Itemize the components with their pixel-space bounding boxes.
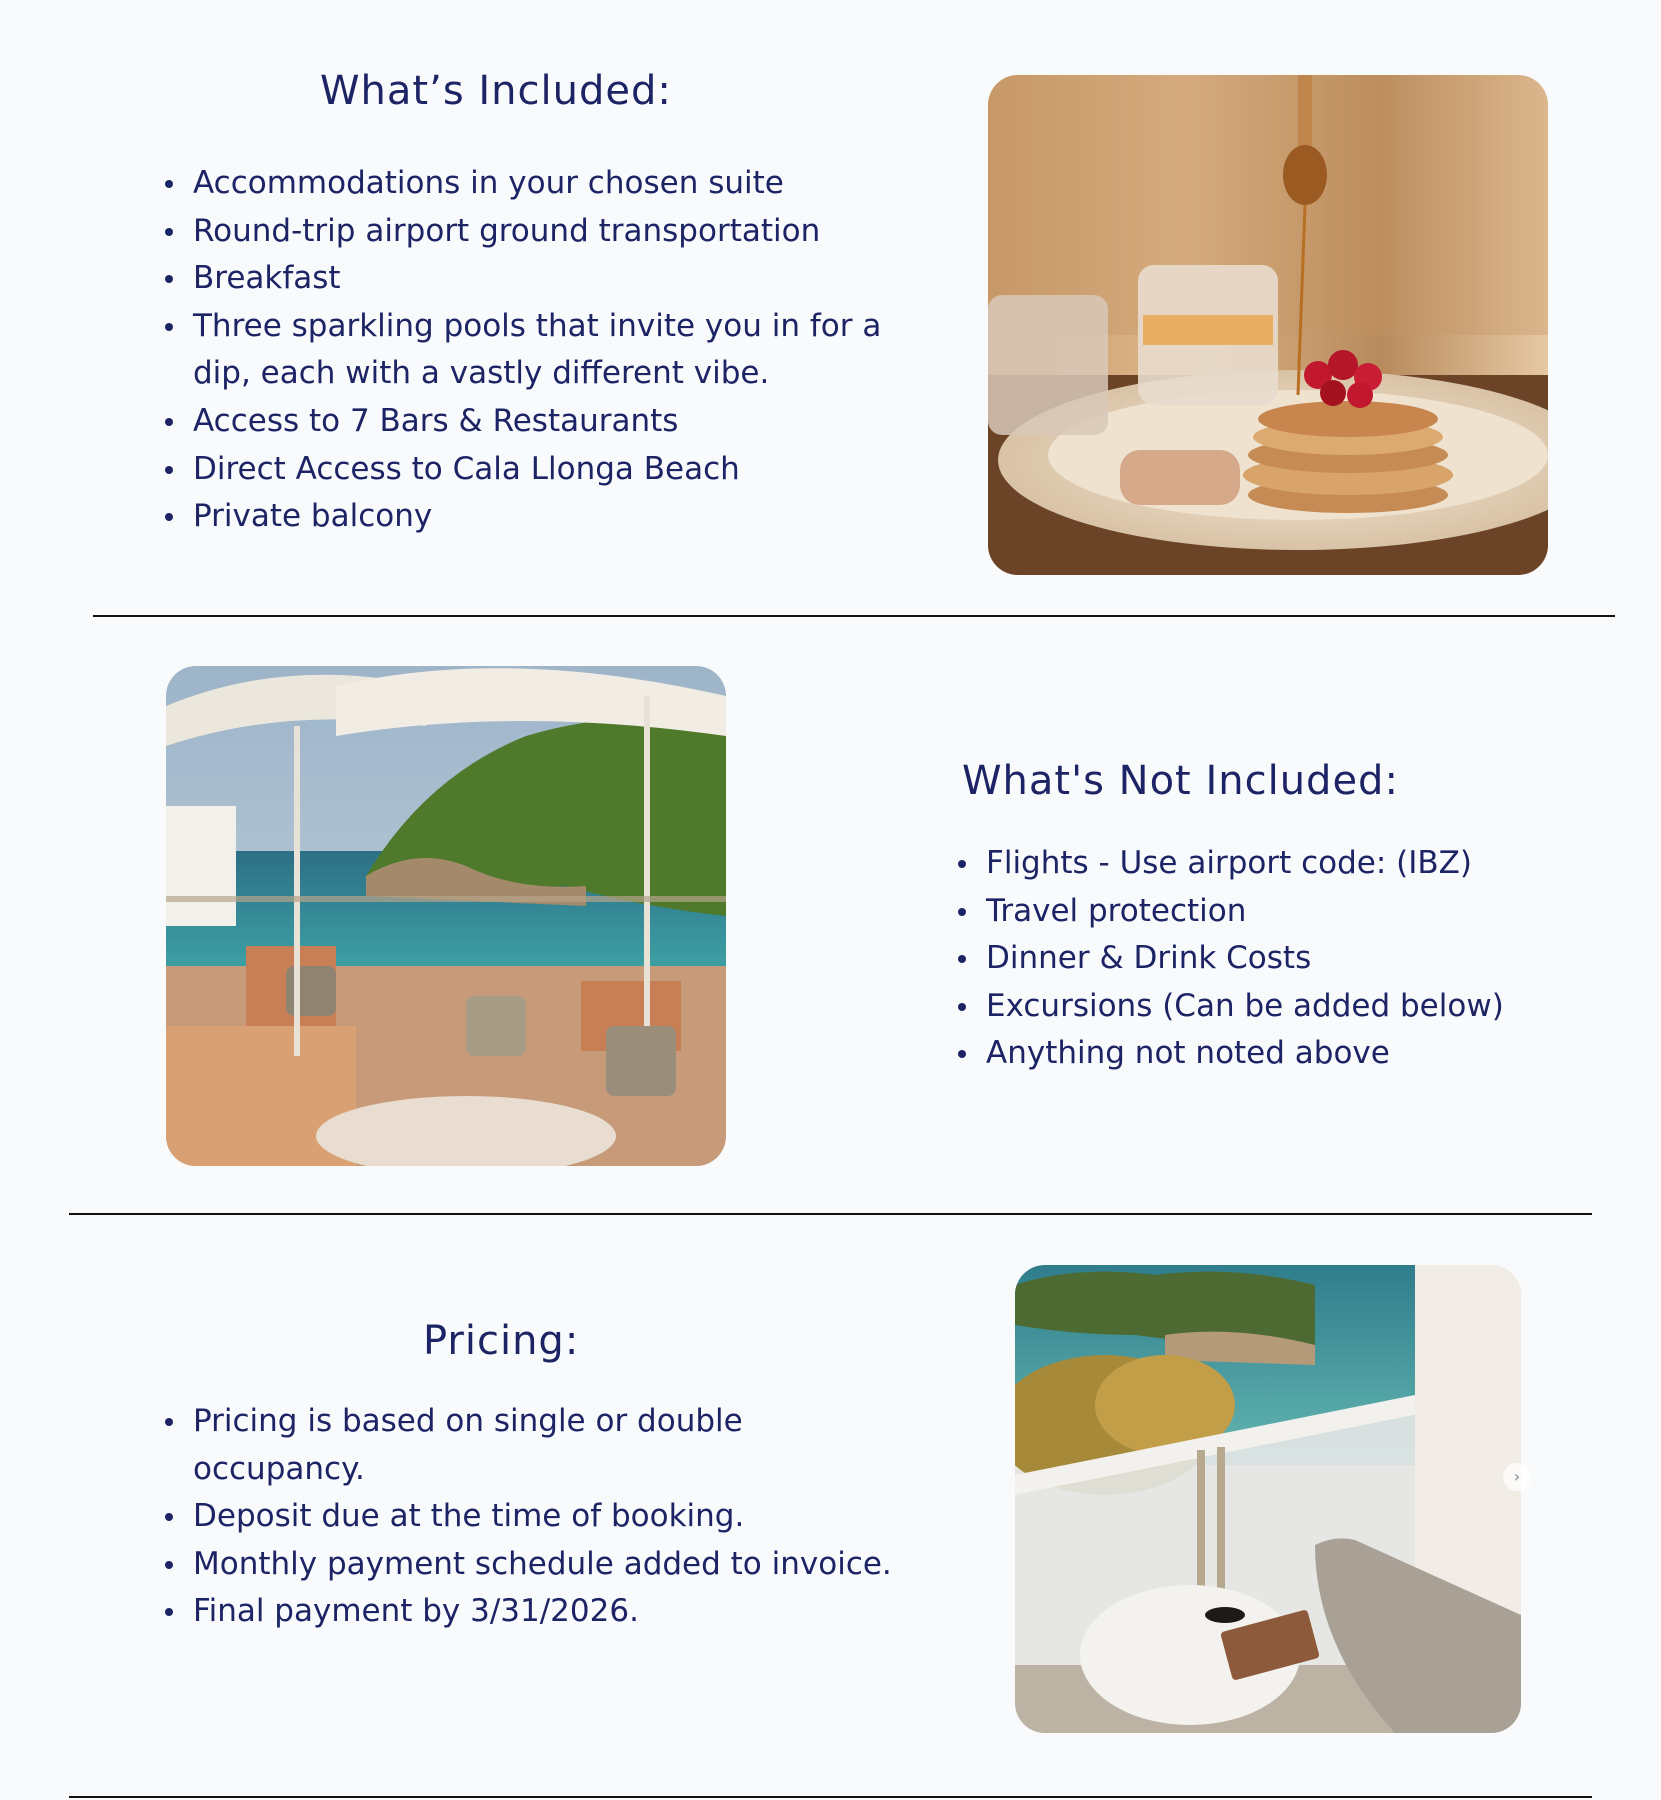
section-divider: [69, 1213, 1592, 1215]
pricing-list: [163, 1398, 933, 1636]
carousel-next-icon[interactable]: ›: [1503, 1463, 1531, 1491]
terrace-restaurant-photo: [166, 666, 726, 1166]
pancakes-photo: [988, 75, 1548, 575]
list-item: Excursions (Can be added below): [986, 983, 1626, 1031]
list-item: Breakfast: [193, 255, 933, 303]
not-included-list: [956, 840, 1626, 1078]
pricing-heading: Pricing:: [423, 1318, 580, 1364]
not-included-heading: What's Not Included:: [962, 758, 1399, 804]
section-divider: [93, 615, 1615, 617]
list-item: Monthly payment schedule added to invoice.: [193, 1541, 933, 1589]
list-item: Accommodations in your chosen suite: [193, 160, 933, 208]
list-item: Flights - Use airport code: (IBZ): [986, 840, 1626, 888]
list-item: Anything not noted above: [986, 1030, 1626, 1078]
list-item: Final payment by 3/31/2026.: [193, 1588, 933, 1636]
list-item: Private balcony: [193, 493, 933, 541]
list-item: Dinner & Drink Costs: [986, 935, 1626, 983]
list-item: Pricing is based on single or double occupancy.: [193, 1398, 793, 1493]
list-item: Direct Access to Cala Llonga Beach: [193, 446, 933, 494]
list-item: Three sparkling pools that invite you in for a dip, each with a vastly different vibe.: [193, 303, 933, 398]
list-item: Round-trip airport ground transportation: [193, 208, 933, 256]
included-heading: What’s Included:: [320, 68, 672, 114]
balcony-photo: [1015, 1265, 1521, 1733]
included-list: [163, 160, 933, 541]
list-item: Deposit due at the time of booking.: [193, 1493, 933, 1541]
list-item: Access to 7 Bars & Restaurants: [193, 398, 933, 446]
section-divider: [69, 1796, 1592, 1798]
list-item: Travel protection: [986, 888, 1626, 936]
